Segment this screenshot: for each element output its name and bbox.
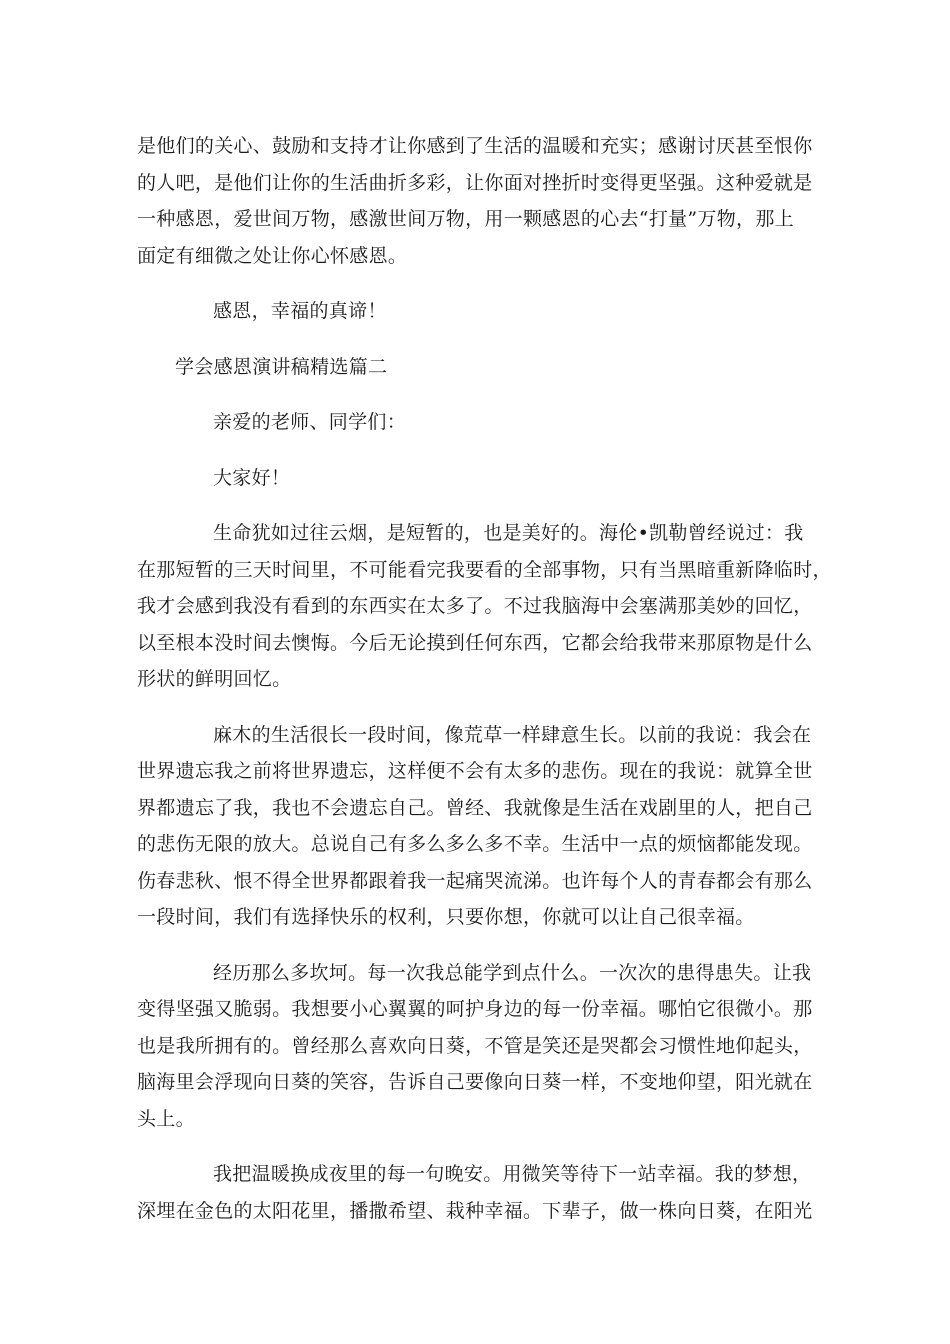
- text-line: 经历那么多坎坷。每一次我总能学到点什么。一次次的患得患失。让我: [213, 961, 812, 984]
- text-line: 生命犹如过往云烟，是短暂的，也是美好的。海伦•凯勒曾经说过：我: [213, 522, 804, 544]
- text-line: 我把温暖换成夜里的每一句晚安。用微笑等待下一站幸福。我的梦想，: [213, 1163, 812, 1185]
- text-line: 头上。: [137, 1107, 195, 1130]
- text-line: 界都遗忘了我，我也不会遗忘自己。曾经、我就像是生活在戏剧里的人，把自己: [137, 796, 813, 819]
- document-page: [137, 128, 832, 1248]
- text-line: 形状的鲜明回忆。: [137, 668, 292, 690]
- salutation-text: 亲爱的老师、同学们：: [213, 411, 407, 433]
- text-line: 变得坚强又脆弱。我想要小心翼翼的呵护身边的每一份幸福。哪怕它很微小。那: [137, 998, 813, 1020]
- paragraph-hardships: [137, 955, 823, 1138]
- text-line: 一种感恩，爱世间万物，感激世间万物，用一颗感恩的心去“打量”万物，那上: [137, 208, 794, 230]
- greeting-text: 大家好！: [213, 466, 291, 489]
- text-line: 一段时间，我们有选择快乐的权利，只要你想，你就可以让自己很幸福。: [137, 906, 755, 928]
- text-line: 的悲伤无限的放大。总说自己有多么多么多不幸。生活中一点的烦恼都能发现。: [137, 833, 813, 855]
- paragraph-life-like-smoke: [137, 515, 832, 698]
- text-line: 在那短暂的三天时间里，不可能看完我要看的全部事物，只有当黑暗重新降临时，: [137, 558, 832, 581]
- text-line: 世界遗忘我之前将世界遗忘，这样便不会有太多的悲伤。现在的我说：就算全世: [137, 760, 813, 782]
- text-line: 伤春悲秋、恨不得全世界都跟着我一起痛哭流涕。也许每个人的青春都会有那么: [137, 869, 813, 892]
- text-line: 的人吧，是他们让你的生活曲折多彩，让你面对挫折时变得更坚强。这种爱就是: [137, 171, 813, 194]
- paragraph-numb-life: [137, 717, 823, 936]
- section-heading-text: 学会感恩演讲稿精选篇二: [175, 355, 388, 378]
- text-line: 麻木的生活很长一段时间，像荒草一样肆意生长。以前的我说：我会在: [213, 723, 812, 746]
- paragraph-warmth-goodnight: [137, 1156, 823, 1229]
- paragraph-happiness-truth: [137, 293, 823, 330]
- text-line: 面定有细微之处让你心怀感恩。: [137, 244, 408, 267]
- paragraph-gratitude-closing: [137, 128, 823, 274]
- text-line: 以至根本没时间去懊悔。今后无论摸到任何东西，它都会给我带来那原物是什么: [137, 631, 813, 654]
- text-line: 感恩，幸福的真谛！: [213, 300, 387, 322]
- text-line: 也是我所拥有的。曾经那么喜欢向日葵，不管是笑还是哭都会习惯性地仰起头，: [137, 1034, 813, 1057]
- text-line: 脑海里会浮现向日葵的笑容，告诉自己要像向日葵一样，不变地仰望，阳光就在: [137, 1071, 813, 1093]
- text-line: 深埋在金色的太阳花里，播撒希望、栽种幸福。下辈子，做一株向日葵，在阳光: [137, 1199, 813, 1222]
- paragraph-salutation: [137, 404, 823, 441]
- text-line: 我才会感到我没有看到的东西实在太多了。不过我脑海中会塞满那美妙的回忆，: [137, 595, 813, 617]
- paragraph-greeting: [137, 460, 823, 497]
- section-heading: [137, 349, 823, 386]
- text-line: 是他们的关心、鼓励和支持才让你感到了生活的温暖和充实；感谢讨厌甚至恨你: [137, 135, 813, 157]
